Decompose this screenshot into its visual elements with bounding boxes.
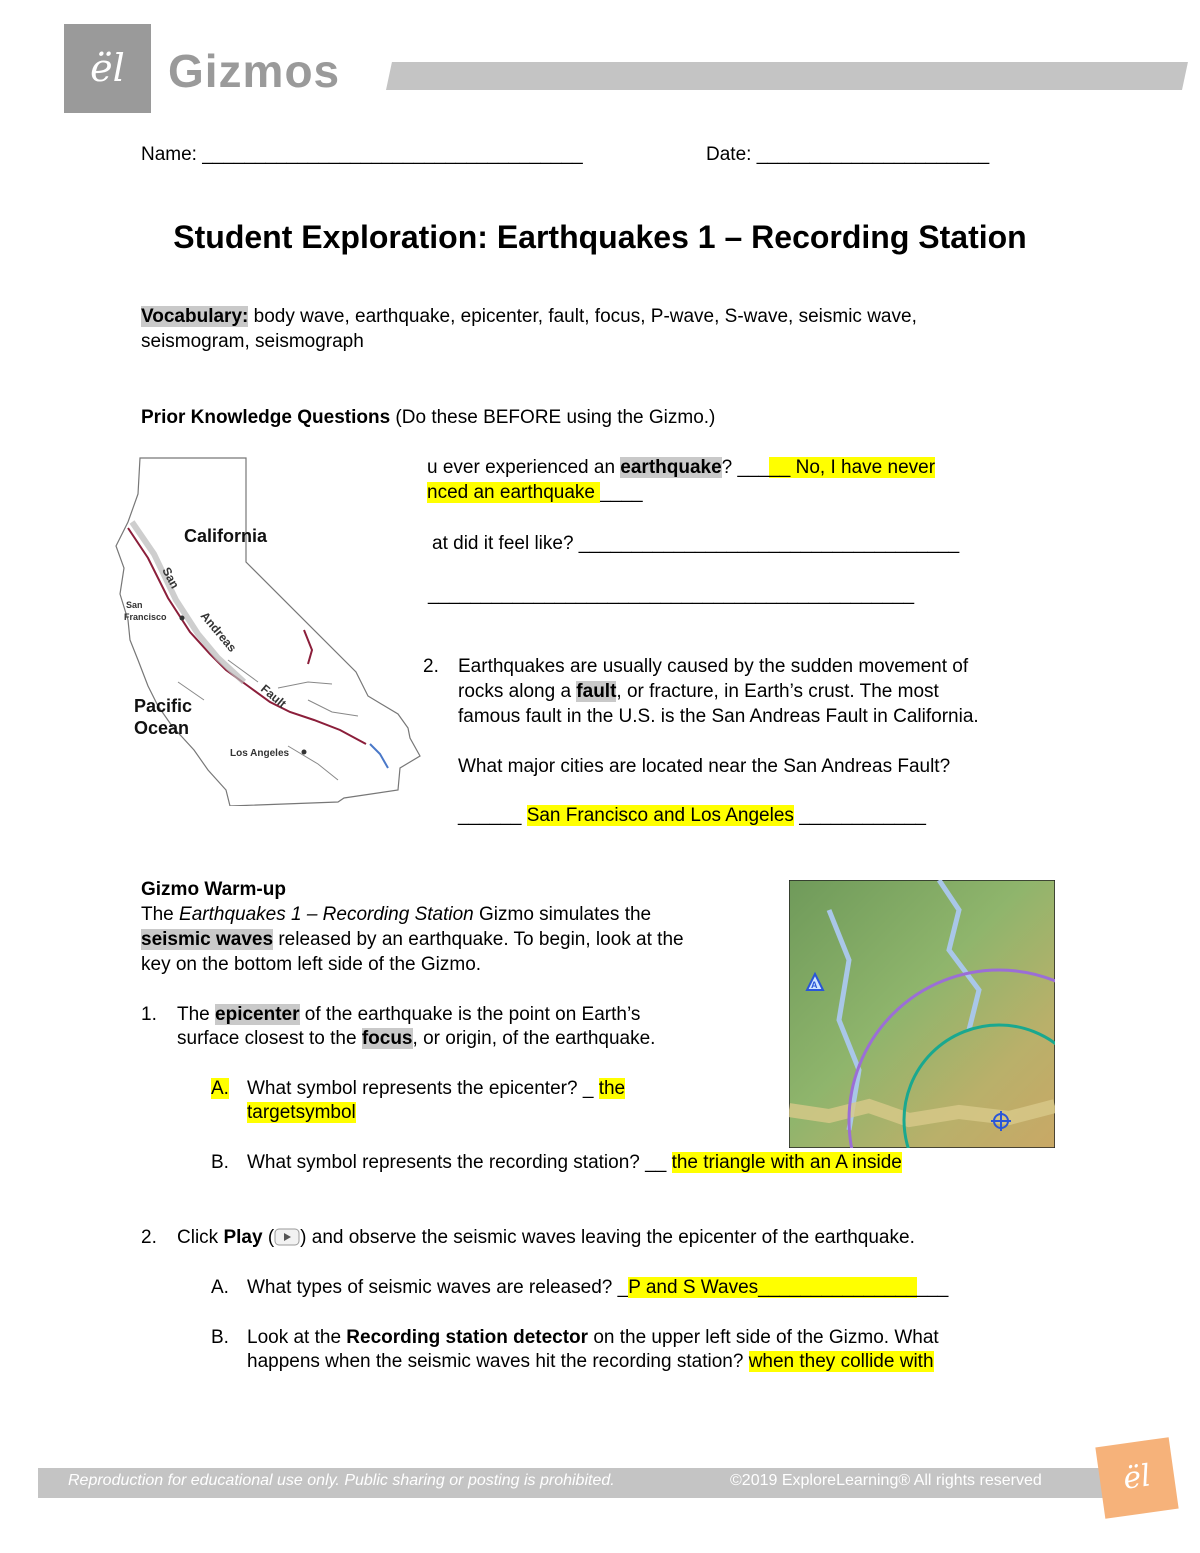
warmup-intro-l2: released by an earthquake. To begin, look at the	[273, 929, 684, 950]
prior-knowledge-heading	[141, 406, 715, 430]
warmup-q2a	[247, 1276, 948, 1300]
warmup-intro-pre: The	[141, 904, 180, 925]
pk-q1-answer: __ No, I have never	[769, 457, 936, 478]
footer-copyright: ©2019 ExploreLearning® All rights reserved	[730, 1472, 1042, 1489]
warmup-gizmo-name: Earthquakes 1 – Recording Station	[179, 904, 474, 925]
pk-q2-line-1: Earthquakes are usually caused by the sudden movement of	[458, 656, 969, 677]
pk-q2-number: 2.	[423, 656, 439, 677]
pk-q1-blank: ? ___	[721, 457, 770, 478]
warmup-q1-pre: The	[177, 1004, 216, 1025]
vocabulary-terms: body wave, earthquake, epicenter, fault, focus, P-wave, S-wave, seismic wave,	[248, 306, 917, 327]
warmup-q2-paren: (	[262, 1227, 275, 1248]
svg-text:A: A	[811, 980, 818, 990]
pk-q2-blank-pre: ______	[458, 805, 527, 826]
warmup-q1a-answer: the	[598, 1078, 626, 1099]
pk-q2-line-2	[458, 680, 939, 704]
warmup-q1b	[247, 1151, 902, 1175]
warmup-q1-number: 1.	[141, 1004, 157, 1025]
pk-q1-answer-cont: nced an earthquake	[427, 482, 601, 503]
warmup-q2-line	[177, 1226, 915, 1250]
warmup-q1-l2-pre: surface closest to the	[177, 1028, 362, 1049]
warmup-q1-l2-post: , or origin, of the earthquake.	[412, 1028, 656, 1049]
map-label-los-angeles: Los Angeles	[230, 748, 290, 759]
warmup-q2b-pre: Look at the	[247, 1327, 347, 1348]
map-label-san: San	[159, 564, 183, 591]
warmup-q2b-answer: when they collide with	[748, 1351, 934, 1372]
logo-glyph: ël	[90, 46, 125, 90]
footer-disclaimer: Reproduction for educational use only. Public sharing or posting is prohibited.	[68, 1472, 615, 1489]
warmup-q1-line-2	[177, 1027, 655, 1051]
map-label-sf-2: Francisco	[124, 612, 167, 622]
warmup-q2-play-label: Play	[223, 1227, 263, 1248]
footer-logo-glyph: ël	[1120, 1458, 1153, 1497]
warmup-q2b-line-1	[247, 1326, 939, 1350]
warmup-q1-line-1	[177, 1003, 640, 1027]
page-title: Student Exploration: Earthquakes 1 – Recording Station	[173, 219, 1027, 255]
vocabulary-line-2: seismogram, seismograph	[141, 331, 364, 352]
warmup-q2a-tail: ___	[916, 1277, 949, 1298]
warmup-q1b-letter: B.	[211, 1152, 229, 1173]
gizmo-terrain	[789, 880, 1055, 1148]
pk-q2-line-3: famous fault in the U.S. is the San Andreas Fault in California.	[458, 706, 979, 727]
map-label-fault: Fault	[258, 681, 290, 711]
warmup-q2b-term: Recording station detector	[346, 1327, 589, 1348]
warmup-q1a-letter-text: A.	[211, 1078, 229, 1099]
warmup-term-seismic-waves: seismic waves	[141, 929, 274, 950]
san-francisco-dot	[180, 616, 185, 621]
prior-knowledge-note: (Do these BEFORE using the Gizmo.)	[390, 407, 716, 428]
warmup-q1a-question: What symbol represents the epicenter? _	[247, 1078, 599, 1099]
warmup-q1a	[247, 1077, 625, 1101]
pk-question-1	[427, 456, 935, 480]
warmup-intro-post: Gizmo simulates the	[473, 904, 652, 925]
pk-question-1b-line: ______________________________________________	[428, 584, 915, 605]
warmup-q1b-answer: the triangle with an A inside	[671, 1152, 902, 1173]
warmup-q1-post: of the earthquake is the point on Earth’s	[299, 1004, 641, 1025]
pk-q2-answer-line	[458, 804, 926, 828]
warmup-intro-line-1	[141, 903, 651, 927]
warmup-q2a-answer: P and S Waves_______________	[628, 1277, 917, 1298]
pk-question-1-cont	[427, 481, 643, 505]
warmup-q2b-question: happens when the seismic waves hit the recording station?	[247, 1351, 749, 1372]
warmup-heading	[141, 878, 286, 902]
vocabulary-line-1	[141, 305, 917, 329]
pk-question-1b: at did it feel like? ____________________________________	[432, 533, 960, 554]
warmup-q2-number: 2.	[141, 1227, 157, 1248]
map-label-ocean: Ocean	[134, 718, 190, 738]
map-label-andreas: Andreas	[197, 608, 240, 655]
warmup-intro-line-2	[141, 928, 684, 952]
warmup-q2b-letter: B.	[211, 1327, 229, 1348]
pk-q2-term: fault	[576, 681, 617, 702]
explorelearning-logo	[64, 24, 151, 113]
pk-q1-tail: ____	[600, 482, 643, 503]
footer-logo	[1095, 1437, 1178, 1519]
play-button-icon[interactable]	[274, 1228, 300, 1246]
header-bar	[386, 62, 1188, 90]
warmup-q2b-line-2	[247, 1350, 934, 1374]
brand-title: Gizmos	[168, 45, 341, 97]
pk-q2-blank-post: ____________	[793, 805, 927, 826]
pk-q1-text: u ever experienced an	[427, 457, 621, 478]
pk-q2-l2-pre: rocks along a	[458, 681, 577, 702]
prior-knowledge-title: Prior Knowledge Questions	[141, 407, 391, 428]
name-field-label: Name: ____________________________________	[141, 144, 583, 165]
warmup-q2a-letter: A.	[211, 1277, 229, 1298]
warmup-q1b-question: What symbol represents the recording station? __	[247, 1152, 672, 1173]
los-angeles-dot	[302, 750, 307, 755]
pk-q1-term: earthquake	[620, 457, 722, 478]
warmup-term-focus: focus	[361, 1028, 413, 1049]
warmup-q2b-post: on the upper left side of the Gizmo. What	[588, 1327, 939, 1348]
gizmo-screenshot	[789, 880, 1055, 1148]
map-label-california: California	[184, 526, 268, 546]
pk-q2-question: What major cities are located near the San Andreas Fault?	[458, 756, 951, 777]
vocabulary-label: Vocabulary:	[141, 306, 249, 327]
warmup-q2a-question: What types of seismic waves are released? _	[247, 1277, 629, 1298]
warmup-q1a-cont	[247, 1101, 356, 1125]
date-field-label: Date: ______________________	[706, 144, 990, 165]
warmup-q2-post: ) and observe the seismic waves leaving the epicenter of the earthquake.	[300, 1227, 915, 1248]
warmup-q2-pre: Click	[177, 1227, 224, 1248]
map-label-sf-1: San	[126, 600, 143, 610]
california-map	[108, 450, 430, 806]
warmup-intro-line-3: key on the bottom left side of the Gizmo.	[141, 954, 482, 975]
warmup-title: Gizmo Warm-up	[141, 879, 286, 900]
map-label-pacific: Pacific	[134, 696, 193, 716]
warmup-q1a-letter	[211, 1077, 229, 1101]
warmup-q1a-answer-cont: targetsymbol	[247, 1102, 356, 1123]
pk-q2-answer: San Francisco and Los Angeles	[526, 805, 794, 826]
warmup-term-epicenter: epicenter	[215, 1004, 300, 1025]
pk-q2-l2-post: , or fracture, in Earth’s crust. The most	[616, 681, 939, 702]
